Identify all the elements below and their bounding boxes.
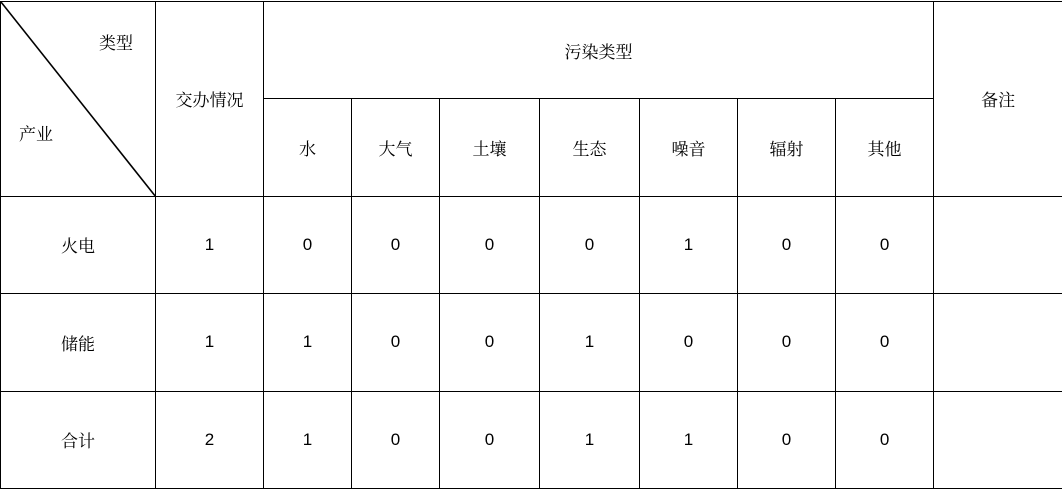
row-industry-label: 合计 [1,391,156,488]
header-handover: 交办情况 [156,2,264,197]
row-value-ecology: 1 [540,294,640,391]
corner-inner [1,2,155,196]
row-remark [934,391,1062,488]
header-sub-soil: 土壤 [440,99,540,196]
row-value-water: 0 [264,196,352,293]
row-industry-label: 火电 [1,196,156,293]
row-value-ecology: 0 [540,196,640,293]
header-pollution-type: 污染类型 [264,2,934,99]
row-handover-count: 2 [156,391,264,488]
row-value-other: 0 [836,196,934,293]
header-sub-air: 大气 [352,99,440,196]
header-sub-noise: 噪音 [640,99,738,196]
row-value-other: 0 [836,391,934,488]
corner-industry-label: 产业 [19,120,53,145]
header-sub-radiation: 辐射 [738,99,836,196]
row-value-other: 0 [836,294,934,391]
row-remark [934,196,1062,293]
row-handover-count: 1 [156,294,264,391]
row-remark [934,294,1062,391]
pollution-summary-table [0,1,1062,489]
table-row [1,196,1062,293]
header-sub-ecology: 生态 [540,99,640,196]
corner-type-label: 类型 [99,29,133,54]
header-sub-water: 水 [264,99,352,196]
row-value-water: 1 [264,391,352,488]
header-sub-other: 其他 [836,99,934,196]
row-handover-count: 1 [156,196,264,293]
row-value-soil: 0 [440,391,540,488]
row-value-soil: 0 [440,294,540,391]
header-remark: 备注 [934,2,1062,197]
row-value-ecology: 1 [540,391,640,488]
row-value-noise: 1 [640,196,738,293]
row-value-air: 0 [352,294,440,391]
row-value-radiation: 0 [738,294,836,391]
row-value-water: 1 [264,294,352,391]
row-value-air: 0 [352,391,440,488]
row-value-soil: 0 [440,196,540,293]
header-row-primary [1,2,1062,99]
table-sheet [0,1,1062,491]
row-value-air: 0 [352,196,440,293]
row-value-radiation: 0 [738,196,836,293]
row-value-radiation: 0 [738,391,836,488]
row-value-noise: 0 [640,294,738,391]
table-row-total [1,391,1062,488]
corner-header-cell [1,2,156,197]
table-row [1,294,1062,391]
row-value-noise: 1 [640,391,738,488]
row-industry-label: 储能 [1,294,156,391]
